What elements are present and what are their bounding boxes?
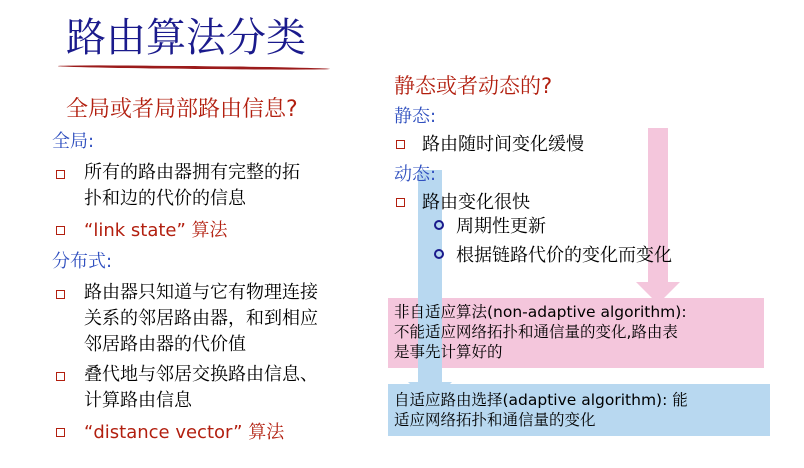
static-or-dynamic-heading: 静态或者动态的? — [394, 74, 553, 98]
page-title: 路由算法分类 — [66, 15, 306, 61]
non-adaptive-line3: 是事先计算好的 — [394, 343, 503, 361]
bullet-icon — [396, 140, 405, 149]
decentralized-item-1-line3: 邻居路由器的代价值 — [84, 334, 246, 355]
decentralized-item-1-line1: 路由器只知道与它有物理连接 — [84, 282, 318, 303]
adaptive-line2: 适应网络拓扑和通信量的变化 — [394, 411, 596, 429]
dynamic-label: 动态: — [394, 164, 437, 185]
title-underline — [58, 65, 330, 71]
global-item-1-line2: 扑和边的代价的信息 — [84, 188, 246, 209]
decentralized-item-2 — [84, 362, 318, 414]
bullet-icon — [396, 198, 405, 207]
dynamic-subitem-2: 根据链路代价的变化而变化 — [456, 245, 672, 266]
non-adaptive-line2: 不能适应网络拓扑和通信量的变化,路由表 — [394, 323, 678, 341]
static-label: 静态: — [394, 106, 437, 127]
bullet-icon — [56, 372, 65, 381]
decentralized-item-1-line2: 关系的邻居路由器，和到相应 — [84, 308, 318, 329]
distance-vector-item: “distance vector” 算法 — [84, 422, 285, 443]
adaptive-text — [394, 390, 688, 430]
non-adaptive-line1: 非自适应算法(non-adaptive algorithm): — [394, 303, 687, 321]
decentralized-item-2-line1: 叠代地与邻居交换路由信息、 — [84, 364, 318, 385]
link-state-item: “link state” 算法 — [84, 220, 228, 241]
bullet-icon — [56, 226, 65, 235]
global-item-1-line1: 所有的路由器拥有完整的拓 — [84, 162, 300, 183]
bullet-icon — [56, 290, 65, 299]
decentralized-item-2-line2: 计算路由信息 — [84, 390, 192, 411]
global-item-1 — [84, 160, 300, 212]
dynamic-item: 路由变化很快 — [422, 192, 530, 213]
global-label: 全局: — [52, 131, 95, 152]
dynamic-subitem-1: 周期性更新 — [456, 216, 546, 237]
bullet-icon — [56, 170, 65, 179]
static-item: 路由随时间变化缓慢 — [422, 134, 584, 155]
global-or-local-heading: 全局或者局部路由信息? — [66, 97, 298, 122]
bullet-icon — [56, 428, 65, 437]
circle-bullet-icon — [434, 249, 444, 259]
circle-bullet-icon — [434, 220, 444, 230]
decentralized-item-1 — [84, 280, 318, 358]
adaptive-line1: 自适应路由选择(adaptive algorithm): 能 — [394, 391, 688, 409]
non-adaptive-text — [394, 302, 687, 362]
decentralized-label: 分布式: — [52, 251, 113, 272]
